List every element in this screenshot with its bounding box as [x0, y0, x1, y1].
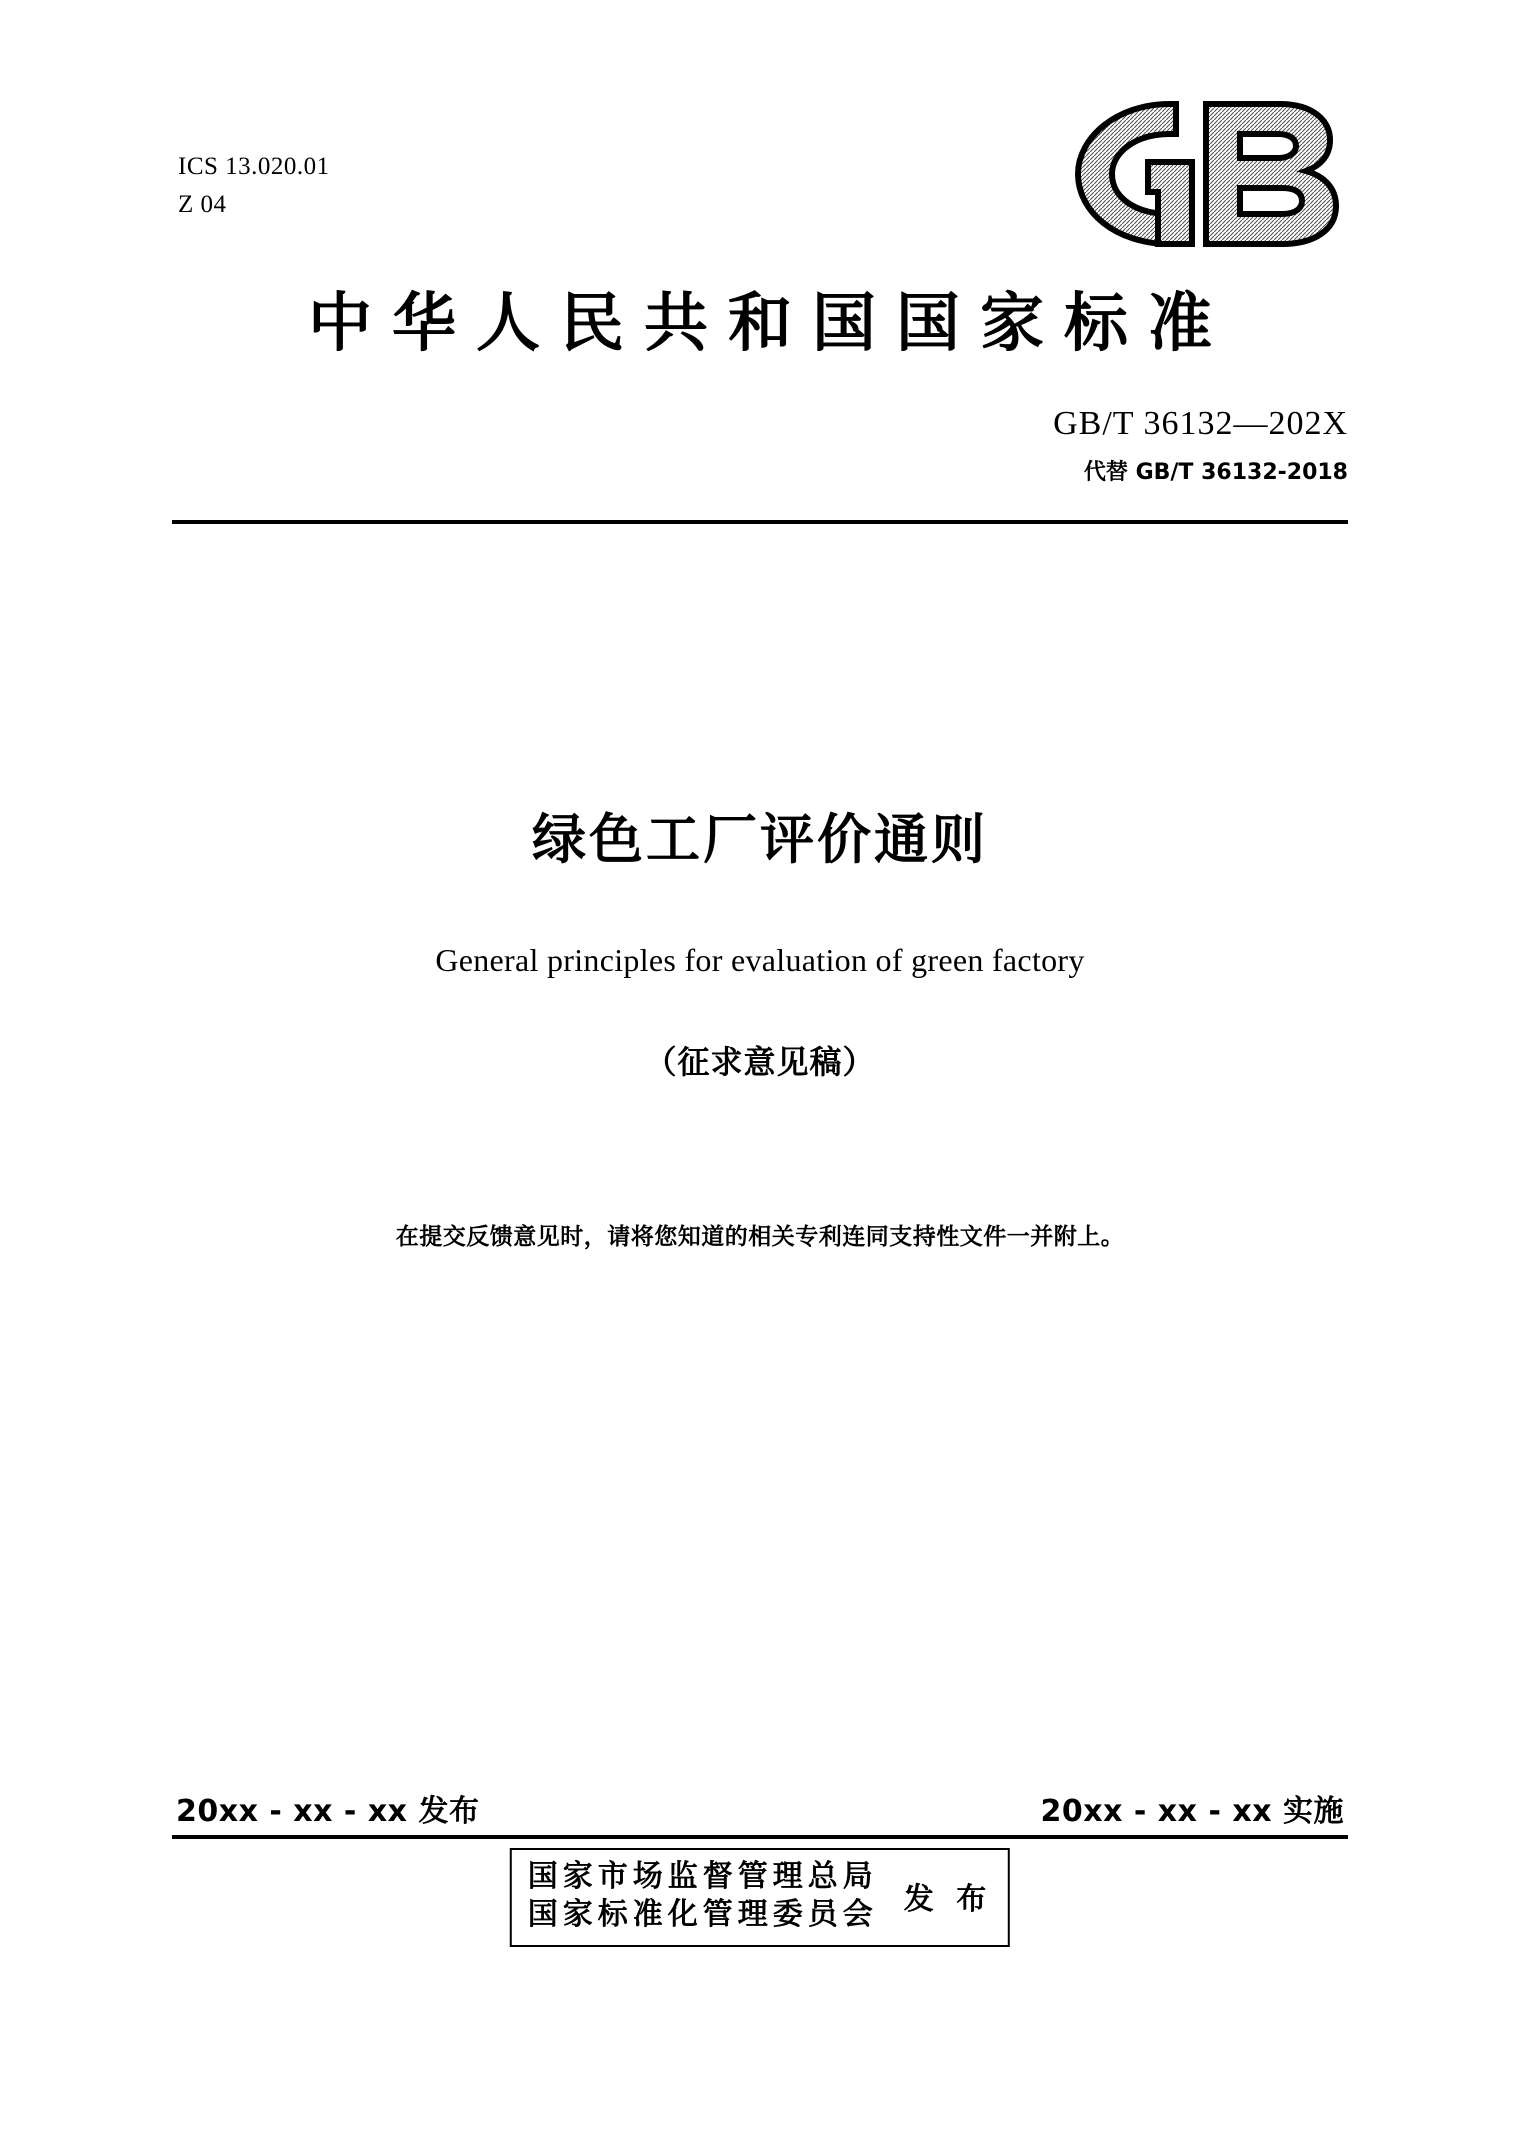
standard-replaces: 代替 GB/T 36132-2018 — [1083, 460, 1348, 485]
standard-number-block — [1053, 405, 1348, 486]
document-title-english: General principles for evaluation of green factory — [435, 942, 1085, 978]
effective-date: 20xx - xx - xx 实施 — [1040, 1794, 1344, 1829]
header-divider — [172, 520, 1348, 524]
issuer-box — [510, 1848, 1010, 1947]
publish-label: 发 布 — [903, 1882, 993, 1918]
ccs-code: Z 04 — [178, 190, 227, 218]
issuer-line-2: 国家标准化管理委员会 — [527, 1897, 878, 1933]
ics-code: ICS 13.020.01 — [178, 153, 330, 180]
national-standard-title: 中华人民共和国国家标准 — [308, 287, 1232, 361]
gb-emblem-icon — [1058, 96, 1348, 251]
footer-divider — [172, 1835, 1348, 1839]
document-title-chinese: 绿色工厂评价通则 — [532, 808, 988, 871]
patent-notice: 在提交反馈意见时，请将您知道的相关专利连同支持性文件一并附上。 — [395, 1224, 1125, 1250]
issuer-names — [528, 1858, 878, 1935]
classification-block — [178, 148, 330, 223]
issue-date: 20xx - xx - xx 发布 — [176, 1794, 480, 1829]
issuer-line-1: 国家市场监督管理总局 — [527, 1859, 878, 1894]
standard-number: GB/T 36132—202X — [1053, 405, 1348, 442]
document-stage-label: （征求意见稿） — [644, 1043, 876, 1081]
